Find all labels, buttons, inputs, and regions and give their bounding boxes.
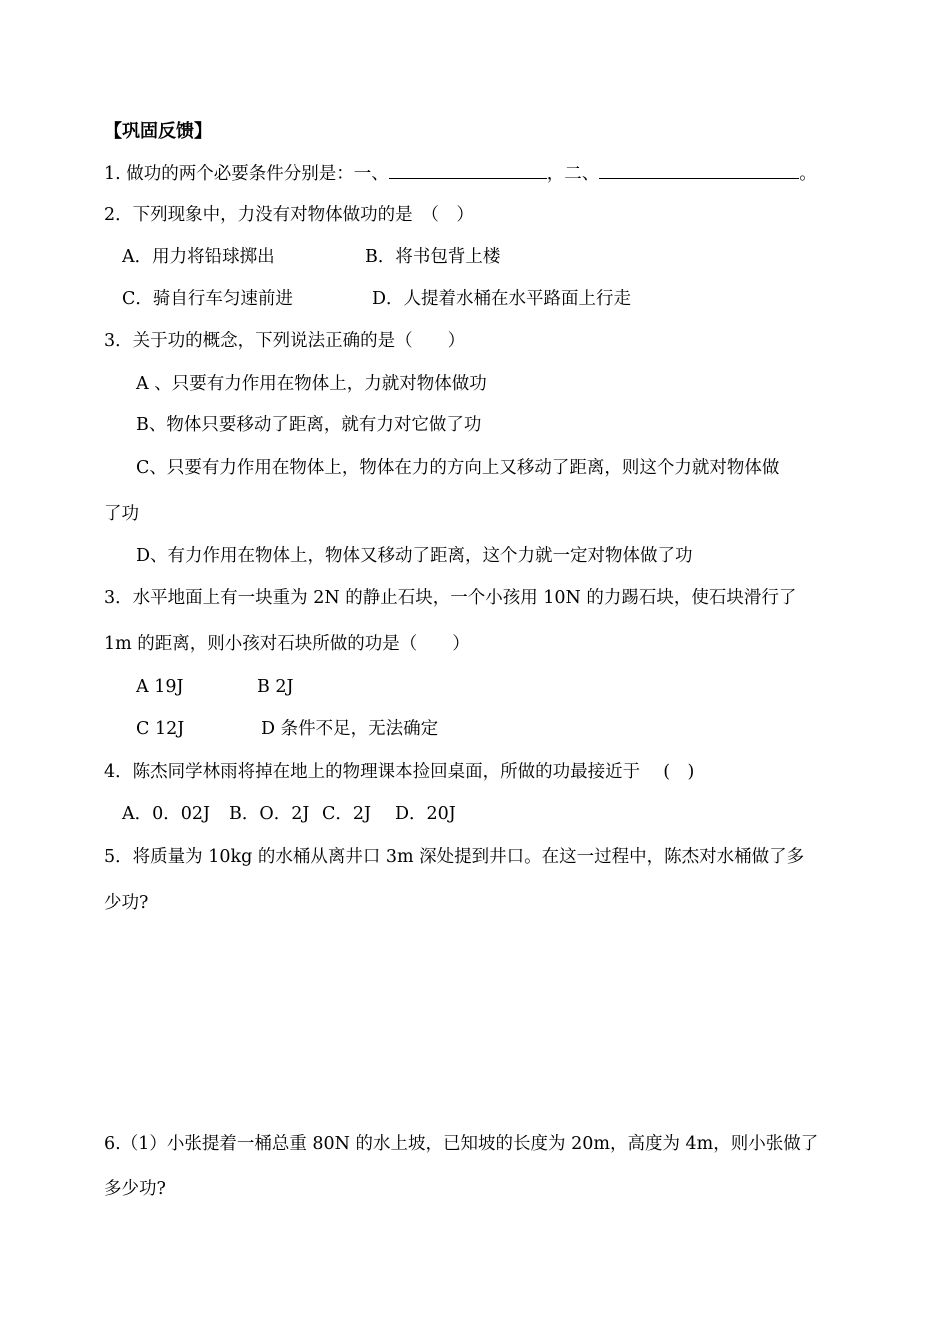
question-2-options-row-1	[122, 246, 500, 268]
question-3b-stem-line-1: 3．水平地面上有一块重为 2N 的静止石块，一个小孩用 10N 的力踢石块，使石块滑行了	[104, 588, 797, 608]
question-5-stem-line-2: 少功?	[104, 893, 149, 913]
question-3-stem: 3．关于功的概念，下列说法正确的是（ ）	[104, 331, 466, 351]
question-3b-options-row-1	[136, 676, 294, 698]
q4-option-c[interactable]: C．2J	[322, 804, 372, 824]
section-heading: 【巩固反馈】	[104, 121, 212, 142]
q3-option-c-line-1[interactable]: C、只要有力作用在物体上，物体在力的方向上又移动了距离，则这个力就对物体做	[136, 458, 780, 478]
q2-option-a[interactable]: A．用力将铅球掷出	[122, 247, 275, 267]
question-2-options-row-2	[122, 288, 631, 310]
q3-option-b[interactable]: B、物体只要移动了距离，就有力对它做了功	[136, 415, 482, 435]
q4-option-b[interactable]: B．O．2J	[229, 804, 310, 824]
q4-option-a[interactable]: A．0．02J	[122, 804, 211, 824]
q1-blank-2[interactable]	[599, 162, 799, 179]
q3-option-d[interactable]: D、有力作用在物体上，物体又移动了距离，这个力就一定对物体做了功	[136, 546, 693, 566]
q3b-option-a[interactable]: A 19J	[136, 677, 184, 697]
question-1	[104, 162, 817, 185]
q2-option-d[interactable]: D．人提着水桶在水平路面上行走	[372, 289, 632, 309]
q1-prefix: 1. 做功的两个必要条件分别是：一、	[104, 164, 389, 184]
question-5-stem-line-1: 5．将质量为 10kg 的水桶从离井口 3m 深处提到井口。在这一过程中，陈杰对水桶做了多	[104, 847, 805, 867]
q3-option-a[interactable]: A 、只要有力作用在物体上，力就对物体做功	[136, 374, 487, 394]
question-4-options	[122, 803, 456, 825]
q3b-option-c[interactable]: C 12J	[136, 719, 185, 739]
question-6-stem-line-2: 多少功?	[104, 1179, 166, 1199]
q2-option-c[interactable]: C．骑自行车匀速前进	[122, 289, 293, 309]
question-6-stem-line-1: 6.（1）小张提着一桶总重 80N 的水上坡，已知坡的长度为 20m，高度为 4m，则小张做了	[104, 1134, 819, 1154]
question-3b-options-row-2	[136, 718, 438, 740]
q3b-option-b[interactable]: B 2J	[257, 677, 294, 697]
question-4-stem: 4．陈杰同学林雨将掉在地上的物理课本捡回桌面，所做的功最接近于 ( )	[104, 762, 695, 782]
q4-option-d[interactable]: D．20J	[395, 804, 456, 824]
q3b-option-d[interactable]: D 条件不足，无法确定	[261, 719, 439, 739]
q1-blank-1[interactable]	[389, 162, 547, 179]
q1-suffix: 。	[799, 164, 817, 184]
q2-option-b[interactable]: B．将书包背上楼	[365, 247, 501, 267]
q3-option-c-line-2: 了功	[104, 504, 139, 524]
question-2-stem: 2．下列现象中，力没有对物体做功的是 （ ）	[104, 205, 474, 225]
q1-mid: ，二、	[546, 164, 600, 184]
question-3b-stem-line-2: 1m 的距离，则小孩对石块所做的功是（ ）	[104, 634, 470, 654]
